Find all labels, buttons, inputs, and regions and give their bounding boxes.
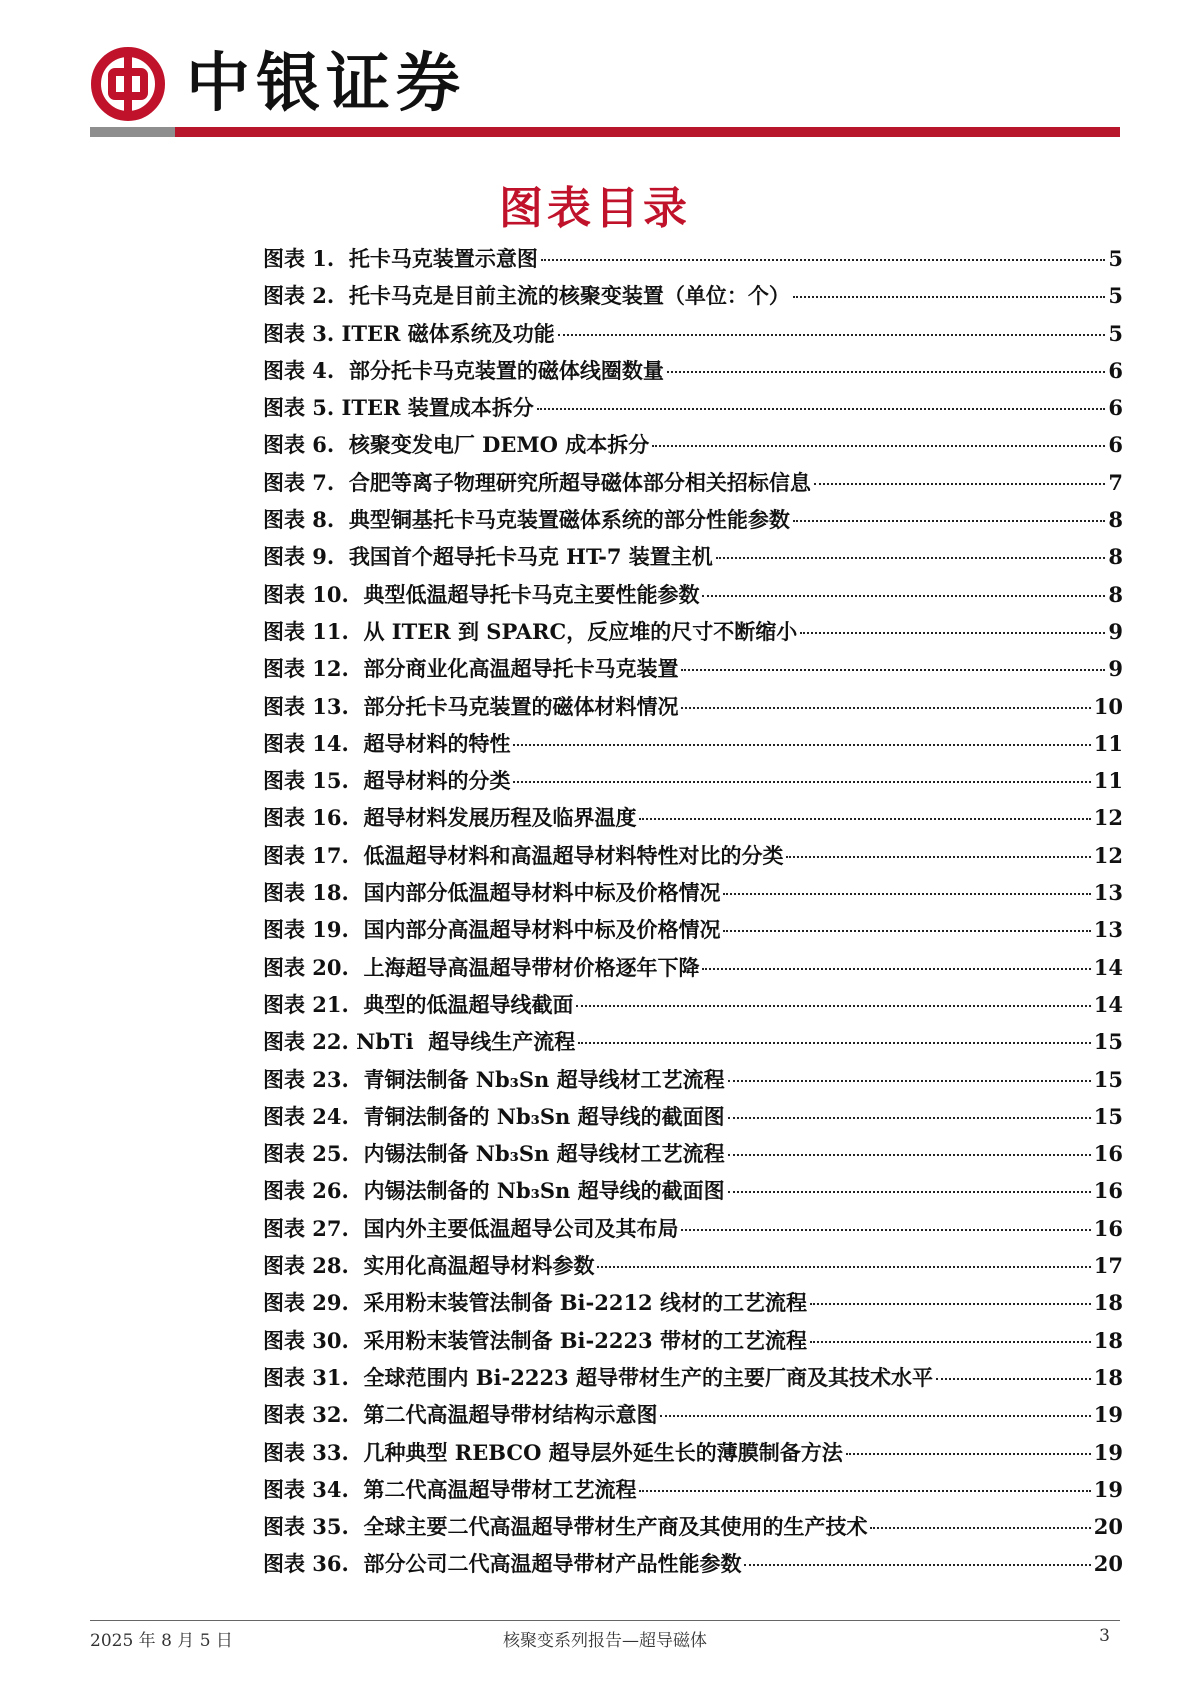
toc-leader-dots: [846, 1453, 1091, 1455]
toc-entry-page: 12: [1093, 842, 1123, 868]
toc-entry-label: 图表 9. 我国首个超导托卡马克 HT-7 装置主机: [263, 544, 713, 570]
toc-leader-dots: [786, 856, 1090, 858]
toc-leader-dots: [936, 1378, 1091, 1380]
toc-entry-page: 15: [1093, 1066, 1123, 1092]
toc-entry[interactable]: [263, 1172, 1123, 1209]
toc-entry[interactable]: [263, 501, 1123, 538]
toc-entry[interactable]: [263, 911, 1123, 948]
toc-entry[interactable]: [263, 1247, 1123, 1284]
toc-entry-label: 图表 8. 典型铜基托卡马克装置磁体系统的部分性能参数: [263, 507, 790, 533]
toc-entry-label: 图表 2. 托卡马克是目前主流的核聚变装置（单位：个）: [263, 283, 790, 309]
toc-entry-label: 图表 11. 从 ITER 到 SPARC，反应堆的尺寸不断缩小: [263, 618, 798, 644]
toc-entry-label: 图表 15. 超导材料的分类: [263, 768, 511, 794]
toc-entry[interactable]: [263, 1284, 1123, 1321]
toc-entry-page: 13: [1093, 917, 1123, 943]
toc-entry-label: 图表 20. 上海超导高温超导带材价格逐年下降: [263, 954, 700, 980]
toc-entry-label: 图表 13. 部分托卡马克装置的磁体材料情况: [263, 693, 679, 719]
toc-leader-dots: [728, 1117, 1091, 1119]
toc-leader-dots: [558, 334, 1106, 336]
toc-entry[interactable]: [263, 688, 1123, 725]
footer-rule: [90, 1620, 1120, 1621]
toc-entry-label: 图表 31. 全球范围内 Bi-2223 超导带材生产的主要厂商及其技术水平: [263, 1364, 933, 1390]
toc-entry-label: 图表 32. 第二代高温超导带材结构示意图: [263, 1402, 658, 1428]
toc-entry-label: 图表 30. 采用粉末装管法制备 Bi-2223 带材的工艺流程: [263, 1327, 807, 1353]
footer-report-title: 核聚变系列报告—超导磁体: [503, 1631, 707, 1651]
toc-entry-page: 14: [1093, 991, 1123, 1017]
toc-leader-dots: [723, 930, 1090, 932]
toc-entry-page: 15: [1093, 1103, 1123, 1129]
toc-entry[interactable]: [263, 762, 1123, 799]
toc-entry-page: 18: [1093, 1290, 1123, 1316]
toc-entry-page: 18: [1093, 1327, 1123, 1353]
toc-leader-dots: [639, 1490, 1090, 1492]
toc-entry[interactable]: [263, 1210, 1123, 1247]
toc-entry-page: 14: [1093, 954, 1123, 980]
toc-entry-label: 图表 25. 内锡法制备 Nb₃Sn 超导线材工艺流程: [263, 1141, 725, 1167]
page-footer: [90, 1626, 1120, 1652]
toc-entry[interactable]: [263, 576, 1123, 613]
toc-entry[interactable]: [263, 1023, 1123, 1060]
toc-entry-label: 图表 16. 超导材料发展历程及临界温度: [263, 805, 637, 831]
table-of-figures: [263, 240, 1123, 1583]
toc-entry-page: 13: [1093, 880, 1123, 906]
toc-entry-label: 图表 14. 超导材料的特性: [263, 730, 511, 756]
toc-leader-dots: [681, 1229, 1090, 1231]
toc-entry-page: 8: [1108, 507, 1123, 533]
toc-entry-page: 8: [1108, 581, 1123, 607]
toc-entry-page: 10: [1093, 693, 1123, 719]
toc-leader-dots: [870, 1527, 1090, 1529]
toc-entry-label: 图表 27. 国内外主要低温超导公司及其布局: [263, 1215, 679, 1241]
toc-entry[interactable]: [263, 799, 1123, 836]
toc-entry[interactable]: [263, 837, 1123, 874]
page-title: 图表目录: [499, 183, 691, 234]
toc-leader-dots: [814, 483, 1106, 485]
toc-entry-label: 图表 17. 低温超导材料和高温超导材料特性对比的分类: [263, 842, 784, 868]
toc-leader-dots: [793, 296, 1106, 298]
toc-entry-label: 图表 12. 部分商业化高温超导托卡马克装置: [263, 656, 679, 682]
toc-entry[interactable]: [263, 986, 1123, 1023]
toc-entry-page: 7: [1108, 469, 1123, 495]
toc-leader-dots: [810, 1303, 1091, 1305]
toc-entry-label: 图表 1. 托卡马克装置示意图: [263, 246, 538, 271]
toc-leader-dots: [810, 1341, 1091, 1343]
toc-entry-label: 图表 6. 核聚变发电厂 DEMO 成本拆分: [263, 432, 650, 458]
toc-entry-page: 9: [1108, 656, 1123, 682]
toc-entry-page: 19: [1093, 1439, 1123, 1465]
toc-entry-page: 6: [1108, 432, 1123, 458]
toc-leader-dots: [652, 445, 1105, 447]
toc-entry-label: 图表 35. 全球主要二代高温超导带材生产商及其使用的生产技术: [263, 1514, 868, 1540]
toc-entry[interactable]: [263, 426, 1123, 463]
toc-entry[interactable]: [263, 1396, 1123, 1433]
toc-leader-dots: [702, 595, 1105, 597]
header-rule-red: [175, 127, 1120, 137]
footer-date: 2025 年 8 月 5 日: [90, 1631, 233, 1651]
toc-entry-label: 图表 19. 国内部分高温超导材料中标及价格情况: [263, 917, 721, 943]
toc-entry[interactable]: [263, 874, 1123, 911]
brand-name: 中银证券: [186, 46, 466, 121]
toc-entry-label: 图表 22. NbTi 超导线生产流程: [263, 1029, 576, 1055]
toc-entry-page: 6: [1108, 395, 1123, 421]
toc-leader-dots: [744, 1564, 1090, 1566]
toc-leader-dots: [800, 632, 1105, 634]
toc-entry-page: 12: [1093, 805, 1123, 831]
toc-entry-label: 图表 10. 典型低温超导托卡马克主要性能参数: [263, 581, 700, 607]
toc-entry[interactable]: [263, 1359, 1123, 1396]
toc-leader-dots: [723, 893, 1090, 895]
toc-leader-dots: [716, 557, 1106, 559]
toc-entry[interactable]: [263, 464, 1123, 501]
toc-entry-page: 18: [1093, 1364, 1123, 1390]
toc-entry-page: 11: [1093, 730, 1123, 756]
toc-entry-label: 图表 23. 青铜法制备 Nb₃Sn 超导线材工艺流程: [263, 1066, 725, 1092]
toc-entry-page: 20: [1093, 1551, 1123, 1577]
toc-entry[interactable]: [263, 1098, 1123, 1135]
toc-entry[interactable]: [263, 1508, 1123, 1545]
toc-leader-dots: [728, 1154, 1091, 1156]
toc-leader-dots: [597, 1266, 1090, 1268]
toc-leader-dots: [728, 1191, 1091, 1193]
toc-entry-label: 图表 4. 部分托卡马克装置的磁体线圈数量: [263, 357, 664, 383]
toc-entry-label: 图表 36. 部分公司二代高温超导带材产品性能参数: [263, 1551, 742, 1577]
toc-entry[interactable]: [263, 1434, 1123, 1471]
toc-leader-dots: [681, 707, 1090, 709]
toc-entry[interactable]: [263, 613, 1123, 650]
toc-entry-label: 图表 28. 实用化高温超导材料参数: [263, 1253, 595, 1279]
toc-entry[interactable]: [263, 1322, 1123, 1359]
toc-entry-label: 图表 18. 国内部分低温超导材料中标及价格情况: [263, 880, 721, 906]
toc-entry[interactable]: [263, 1135, 1123, 1172]
toc-leader-dots: [681, 669, 1105, 671]
toc-entry-label: 图表 34. 第二代高温超导带材工艺流程: [263, 1476, 637, 1502]
toc-entry-page: 5: [1108, 246, 1123, 271]
toc-entry[interactable]: [263, 1061, 1123, 1098]
toc-entry-label: 图表 5. ITER 装置成本拆分: [263, 395, 534, 421]
footer-page-number: 3: [1099, 1626, 1110, 1646]
toc-entry-label: 图表 24. 青铜法制备的 Nb₃Sn 超导线的截面图: [263, 1103, 725, 1129]
toc-entry-page: 19: [1093, 1476, 1123, 1502]
bank-of-china-logo-icon: [90, 46, 166, 122]
toc-leader-dots: [728, 1080, 1091, 1082]
toc-entry-label: 图表 3. ITER 磁体系统及功能: [263, 320, 555, 346]
toc-entry-page: 6: [1108, 357, 1123, 383]
toc-entry-page: 20: [1093, 1514, 1123, 1540]
toc-entry-page: 8: [1108, 544, 1123, 570]
toc-leader-dots: [639, 818, 1090, 820]
toc-leader-dots: [513, 781, 1090, 783]
header-rule-gray: [90, 127, 175, 137]
toc-entry-page: 16: [1093, 1215, 1123, 1241]
toc-leader-dots: [578, 1042, 1091, 1044]
toc-entry[interactable]: [263, 240, 1123, 277]
toc-leader-dots: [541, 259, 1106, 261]
toc-entry-page: 15: [1093, 1029, 1123, 1055]
toc-entry-label: 图表 29. 采用粉末装管法制备 Bi-2212 线材的工艺流程: [263, 1290, 807, 1316]
toc-entry-page: 17: [1093, 1253, 1123, 1279]
toc-entry[interactable]: [263, 352, 1123, 389]
toc-entry-page: 11: [1093, 768, 1123, 794]
toc-entry-page: 16: [1093, 1178, 1123, 1204]
toc-leader-dots: [667, 371, 1106, 373]
toc-leader-dots: [702, 968, 1090, 970]
toc-entry[interactable]: [263, 725, 1123, 762]
toc-leader-dots: [513, 744, 1090, 746]
toc-entry-label: 图表 21. 典型的低温超导线截面: [263, 991, 574, 1017]
toc-entry-page: 19: [1093, 1402, 1123, 1428]
page-header: [90, 40, 1110, 130]
toc-entry[interactable]: [263, 949, 1123, 986]
toc-leader-dots: [537, 408, 1106, 410]
toc-entry[interactable]: [263, 650, 1123, 687]
toc-leader-dots: [793, 520, 1106, 522]
toc-entry-page: 16: [1093, 1141, 1123, 1167]
toc-entry[interactable]: [263, 315, 1123, 352]
toc-entry[interactable]: [263, 1545, 1123, 1582]
toc-entry[interactable]: [263, 389, 1123, 426]
toc-entry-label: 图表 33. 几种典型 REBCO 超导层外延生长的薄膜制备方法: [263, 1439, 843, 1465]
toc-leader-dots: [576, 1005, 1090, 1007]
toc-entry[interactable]: [263, 538, 1123, 575]
toc-entry-label: 图表 7. 合肥等离子物理研究所超导磁体部分相关招标信息: [263, 469, 811, 495]
toc-entry-page: 5: [1108, 283, 1123, 309]
toc-entry[interactable]: [263, 277, 1123, 314]
toc-entry-label: 图表 26. 内锡法制备的 Nb₃Sn 超导线的截面图: [263, 1178, 725, 1204]
toc-entry-page: 9: [1108, 618, 1123, 644]
toc-entry[interactable]: [263, 1471, 1123, 1508]
toc-leader-dots: [660, 1415, 1090, 1417]
toc-entry-page: 5: [1108, 320, 1123, 346]
